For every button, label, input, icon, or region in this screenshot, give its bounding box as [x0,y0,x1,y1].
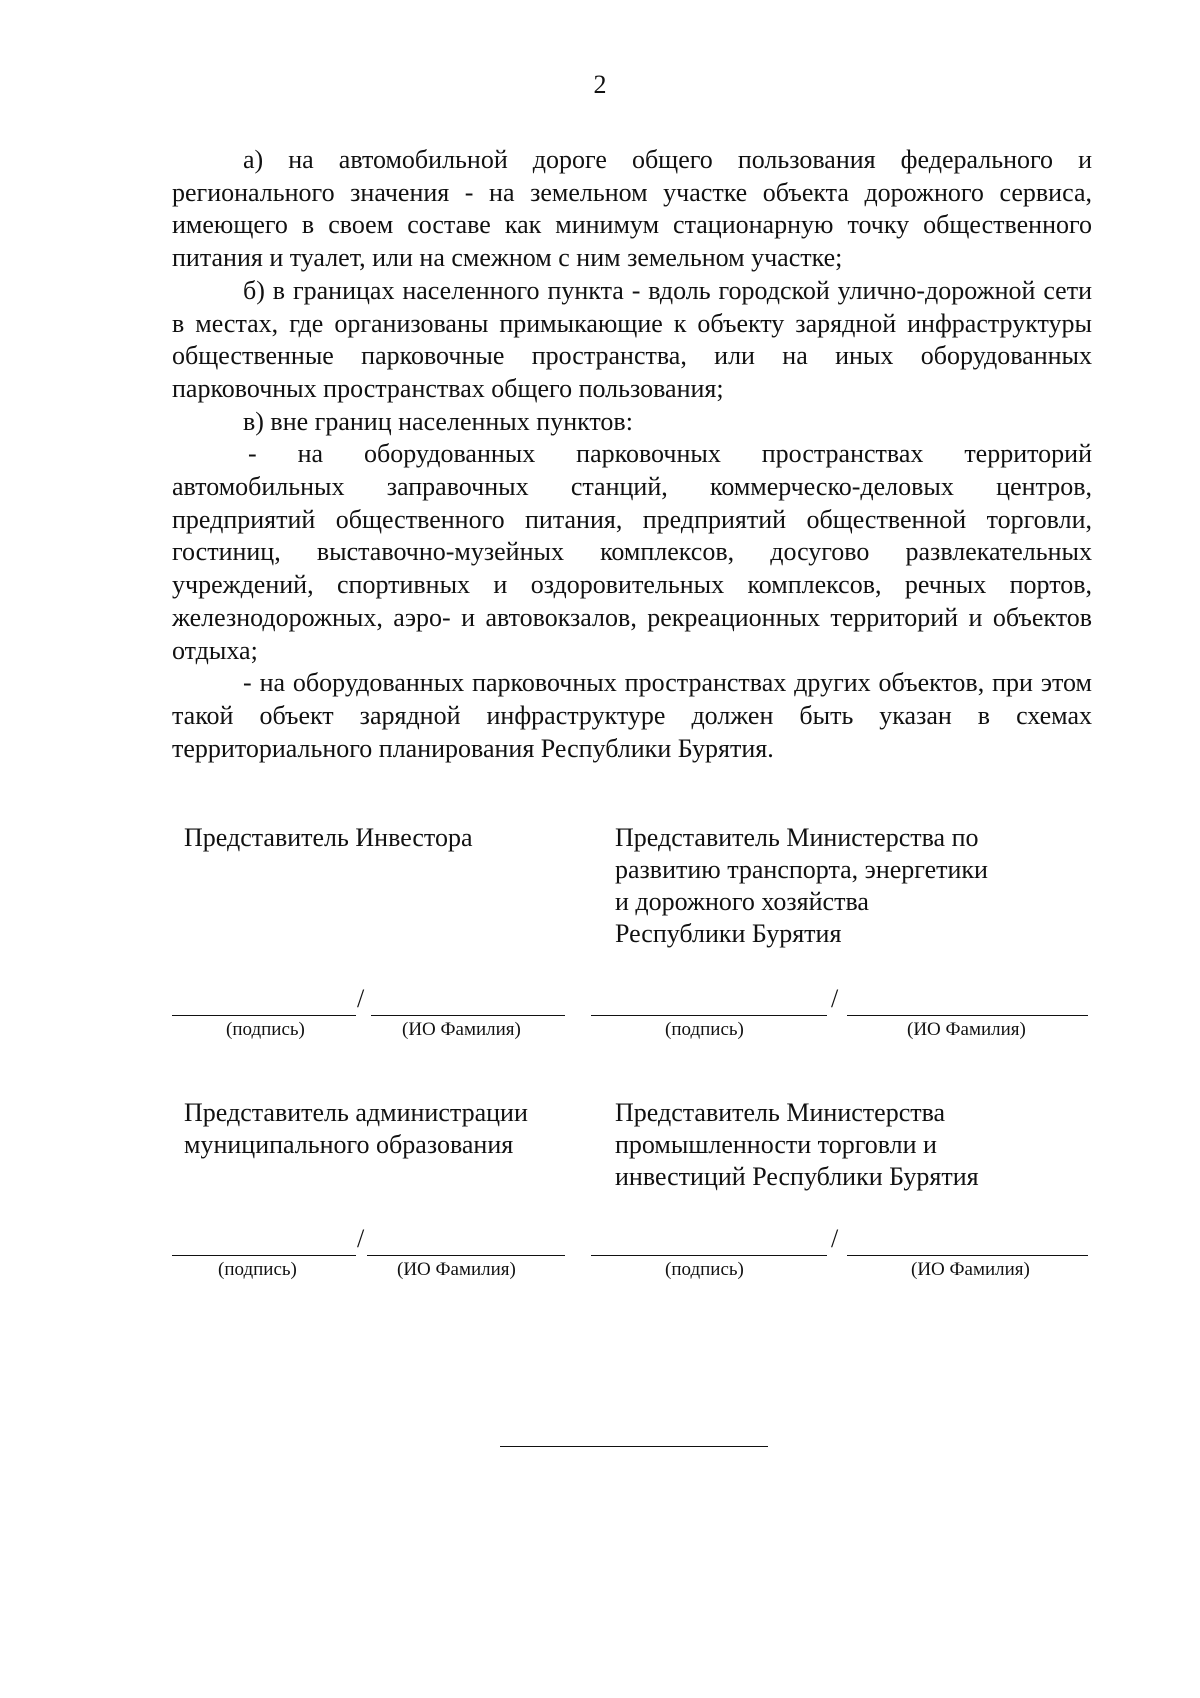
title-line: Республики Бурятия [615,919,842,948]
title-line: Представитель Министерства [615,1098,946,1127]
title-line: промышленности торговли и [615,1130,937,1159]
name-caption: (ИО Фамилия) [397,1259,516,1280]
end-of-document-rule [500,1446,768,1447]
paragraph-dash-2: - на оборудованных парковочных пространствах других объектов, при этом такой объект зарядной инфраструктуре должен быть указан в схемах территориального планирования Республики Бурятия. [172,668,1092,763]
page-number: 2 [593,70,607,99]
paragraph-a: а) на автомобильной дороге общего пользования федерального и регионального значения - на земельном участке объекта дорожного сервиса, имеющего в своем составе как минимум стационарную точку общественного питания и туалет, или на смежном с ним земельном участке; [172,145,1092,273]
signature-caption: (подпись) [665,1019,744,1040]
signature-caption: (подпись) [226,1019,305,1040]
paragraph-dash-1: - на оборудованных парковочных пространствах территорий автомобильных заправочных станций, коммерческо-деловых центров, предприятий общественного питания, предприятий общественной торговли, гостиниц, выставочно-музейных комплексов, досугово развлекательных учреждений, спортивных и оздоровительных комплексов, речных портов, железнодорожных, аэро- и автовокзалов, рекреационных территорий и объектов отдыха; [172,439,1092,665]
body-text [172,144,1092,765]
title-line: Представитель Инвестора [184,823,473,852]
signature-line[interactable] [591,1255,827,1256]
signature-caption: (подпись) [665,1259,744,1280]
slash: / [357,1224,365,1253]
ministry-transport-signatory-title [615,822,988,950]
slash: / [357,984,365,1013]
signature-line[interactable] [591,1015,827,1016]
name-line[interactable] [367,1255,565,1256]
slash: / [831,984,839,1013]
paragraph-v: в) вне границ населенных пунктов: [243,406,633,436]
title-line: инвестиций Республики Бурятия [615,1162,979,1191]
title-line: Представитель администрации [184,1098,528,1127]
name-caption: (ИО Фамилия) [911,1259,1030,1280]
name-caption: (ИО Фамилия) [402,1019,521,1040]
name-line[interactable] [371,1015,565,1016]
investor-signatory-title [184,822,473,854]
name-caption: (ИО Фамилия) [907,1019,1026,1040]
signature-line[interactable] [172,1015,356,1016]
name-line[interactable] [847,1255,1088,1256]
municipality-signatory-title [184,1097,528,1161]
title-line: муниципального образования [184,1130,514,1159]
paragraph-b: б) в границах населенного пункта - вдоль городской улично-дорожной сети в местах, где организованы примыкающие к объекту зарядной инфраструктуры общественные парковочные пространства, или на иных оборудованных парковочных пространствах общего пользования; [172,275,1092,403]
name-line[interactable] [847,1015,1088,1016]
slash: / [831,1224,839,1253]
title-line: Представитель Министерства по [615,823,979,852]
title-line: и дорожного хозяйства [615,887,869,916]
signature-caption: (подпись) [218,1259,297,1280]
ministry-industry-signatory-title [615,1097,979,1193]
signature-line[interactable] [172,1255,356,1256]
title-line: развитию транспорта, энергетики [615,855,988,884]
